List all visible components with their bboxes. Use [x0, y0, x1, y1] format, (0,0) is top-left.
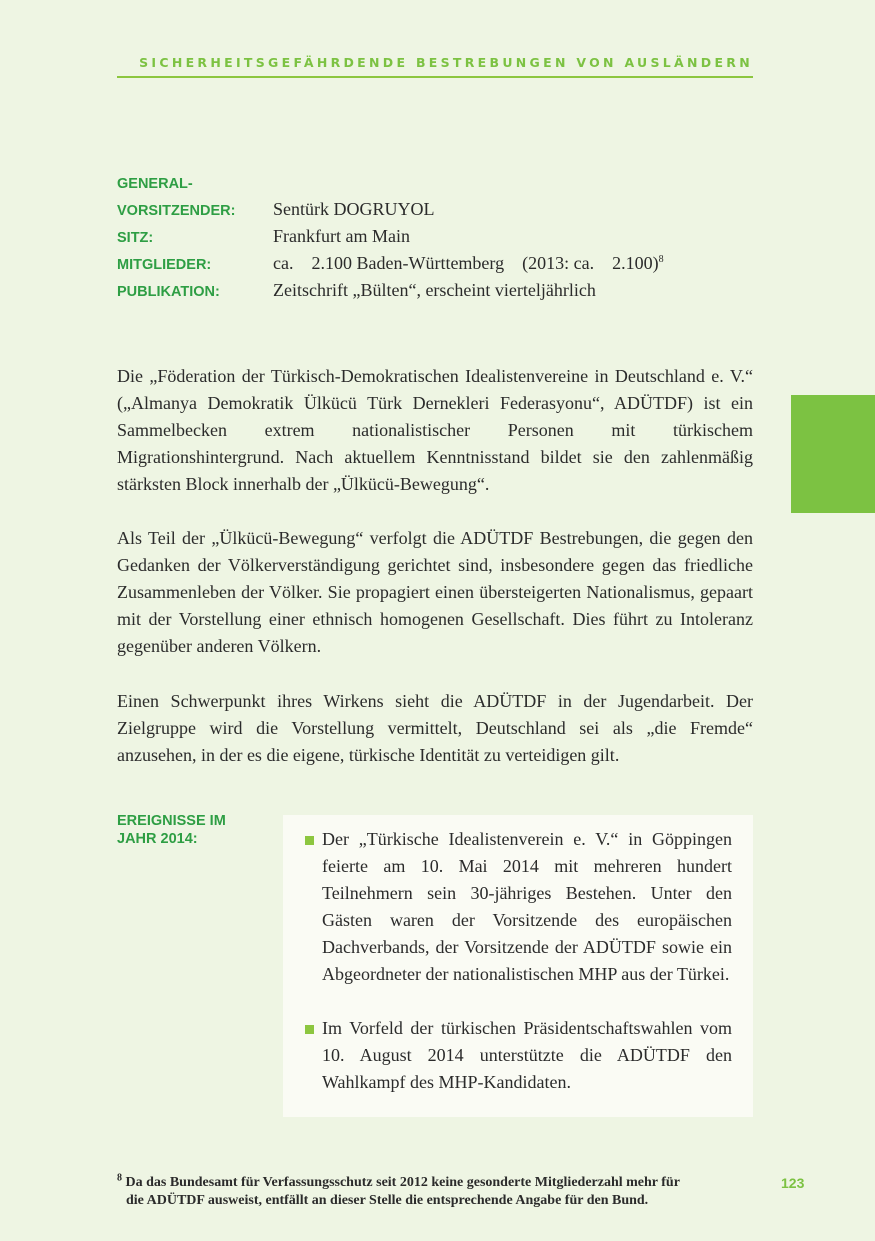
events-label-line2: JAHR 2014: [117, 831, 198, 847]
chairman-value: Sentürk DOGRUYOL [273, 199, 435, 219]
event-text: Der „Türkische Idealistenverein e. V.“ in Göppingen feierte am 10. Mai 2014 mit mehreren hundert Teilnehmern sein 30-jähriges Bestehen. Unter den Gästen waren der Vorsitzende des europäischen Dachverbands, der Vorsitzende der ADÜTDF sowie ein Abgeordneter der nationalistischen MHP aus der Türkei. [322, 829, 732, 984]
paragraph-2-text: Als Teil der „Ülkücü-Bewegung“ verfolgt die ADÜTDF Bestrebungen, die gegen den Gedanken der Völkerverständigung gerichtet sind, insbesondere gegen das friedliche Zusammenleben der Völker. Sie propagiert einen übersteigerten Nationalismus, gepaart mit der Vorstellung einer ethnisch homogenen Gesellschaft. Dies führt zu Intoleranz gegenüber anderen Völkern. [117, 528, 753, 656]
footnote-line1: Da das Bundesamt für Verfassungsschutz seit 2012 keine gesonderte Mitgliederzahl mehr für [125, 1175, 680, 1190]
paragraph-1-text: Die „Föderation der Türkisch-Demokratischen Idealistenvereine in Deutschland e. V.“ („Almanya Demokratik Ülkücü Türk Dernekleri Federasyonu“, ADÜTDF) ist ein Sammelbecken extrem nationalistischer Personen mit türkischem Migrationshintergrund. Nach aktuellem Kenntnisstand bildet sie den zahlenmäßig stärksten Block innerhalb der „Ülkücü-Bewegung“. [117, 366, 753, 494]
running-header: SICHERHEITSGEFÄHRDENDE BESTREBUNGEN VON AUSLÄNDERN [139, 55, 753, 70]
footnote-line2: die ADÜTDF ausweist, entfällt an dieser Stelle die entsprechende Angabe für den Bund. [126, 1193, 649, 1208]
seat-label: SITZ: [117, 230, 154, 246]
paragraph-2 [117, 525, 753, 660]
paragraph-3-text: Einen Schwerpunkt ihres Wirkens sieht die ADÜTDF in der Jugendarbeit. Der Zielgruppe wird die Vorstellung vermittelt, Deutschland sei als „die Fremde“ anzusehen, in der es die eigene, türkische Identität zu verteidigen gilt. [117, 691, 753, 765]
paragraph-1 [117, 363, 753, 498]
events-label [117, 812, 226, 848]
organisation-profile [117, 172, 757, 307]
event-item [305, 1015, 732, 1096]
footnote-line1-wrapper [117, 1174, 757, 1192]
square-bullet-icon [305, 836, 314, 845]
events-box [283, 815, 753, 1117]
members-value: ca. 2.100 Baden-Württemberg (2013: ca. 2.100) [273, 253, 659, 273]
publication-value: Zeitschrift „Bülten“, erscheint vierteljährlich [273, 280, 596, 300]
footnote-marker: 8 [117, 1172, 122, 1184]
publication-row [117, 280, 757, 307]
page-number: 123 [781, 1175, 805, 1191]
seat-value: Frankfurt am Main [273, 226, 410, 246]
event-item [305, 826, 732, 988]
members-value-wrapper [273, 253, 664, 274]
events-label-line1: EREIGNISSE IM [117, 813, 226, 829]
members-label: MITGLIEDER: [117, 257, 212, 273]
header-rule [117, 76, 753, 78]
members-row [117, 253, 757, 280]
event-text: Im Vorfeld der türkischen Präsidentschaftswahlen vom 10. August 2014 unterstützte die ADÜTDF den Wahlkampf des MHP-Kandidaten. [322, 1018, 732, 1092]
general-label: GENERAL- [117, 176, 193, 192]
footnote [117, 1174, 757, 1210]
chairman-label: VORSITZENDER: [117, 203, 236, 219]
members-footnote-ref: 8 [658, 254, 664, 265]
square-bullet-icon [305, 1025, 314, 1034]
paragraph-3 [117, 688, 753, 769]
publication-label: PUBLIKATION: [117, 284, 220, 300]
seat-row [117, 226, 757, 253]
general-row [117, 172, 757, 199]
chairman-row [117, 199, 757, 226]
chapter-side-tab [791, 395, 875, 513]
